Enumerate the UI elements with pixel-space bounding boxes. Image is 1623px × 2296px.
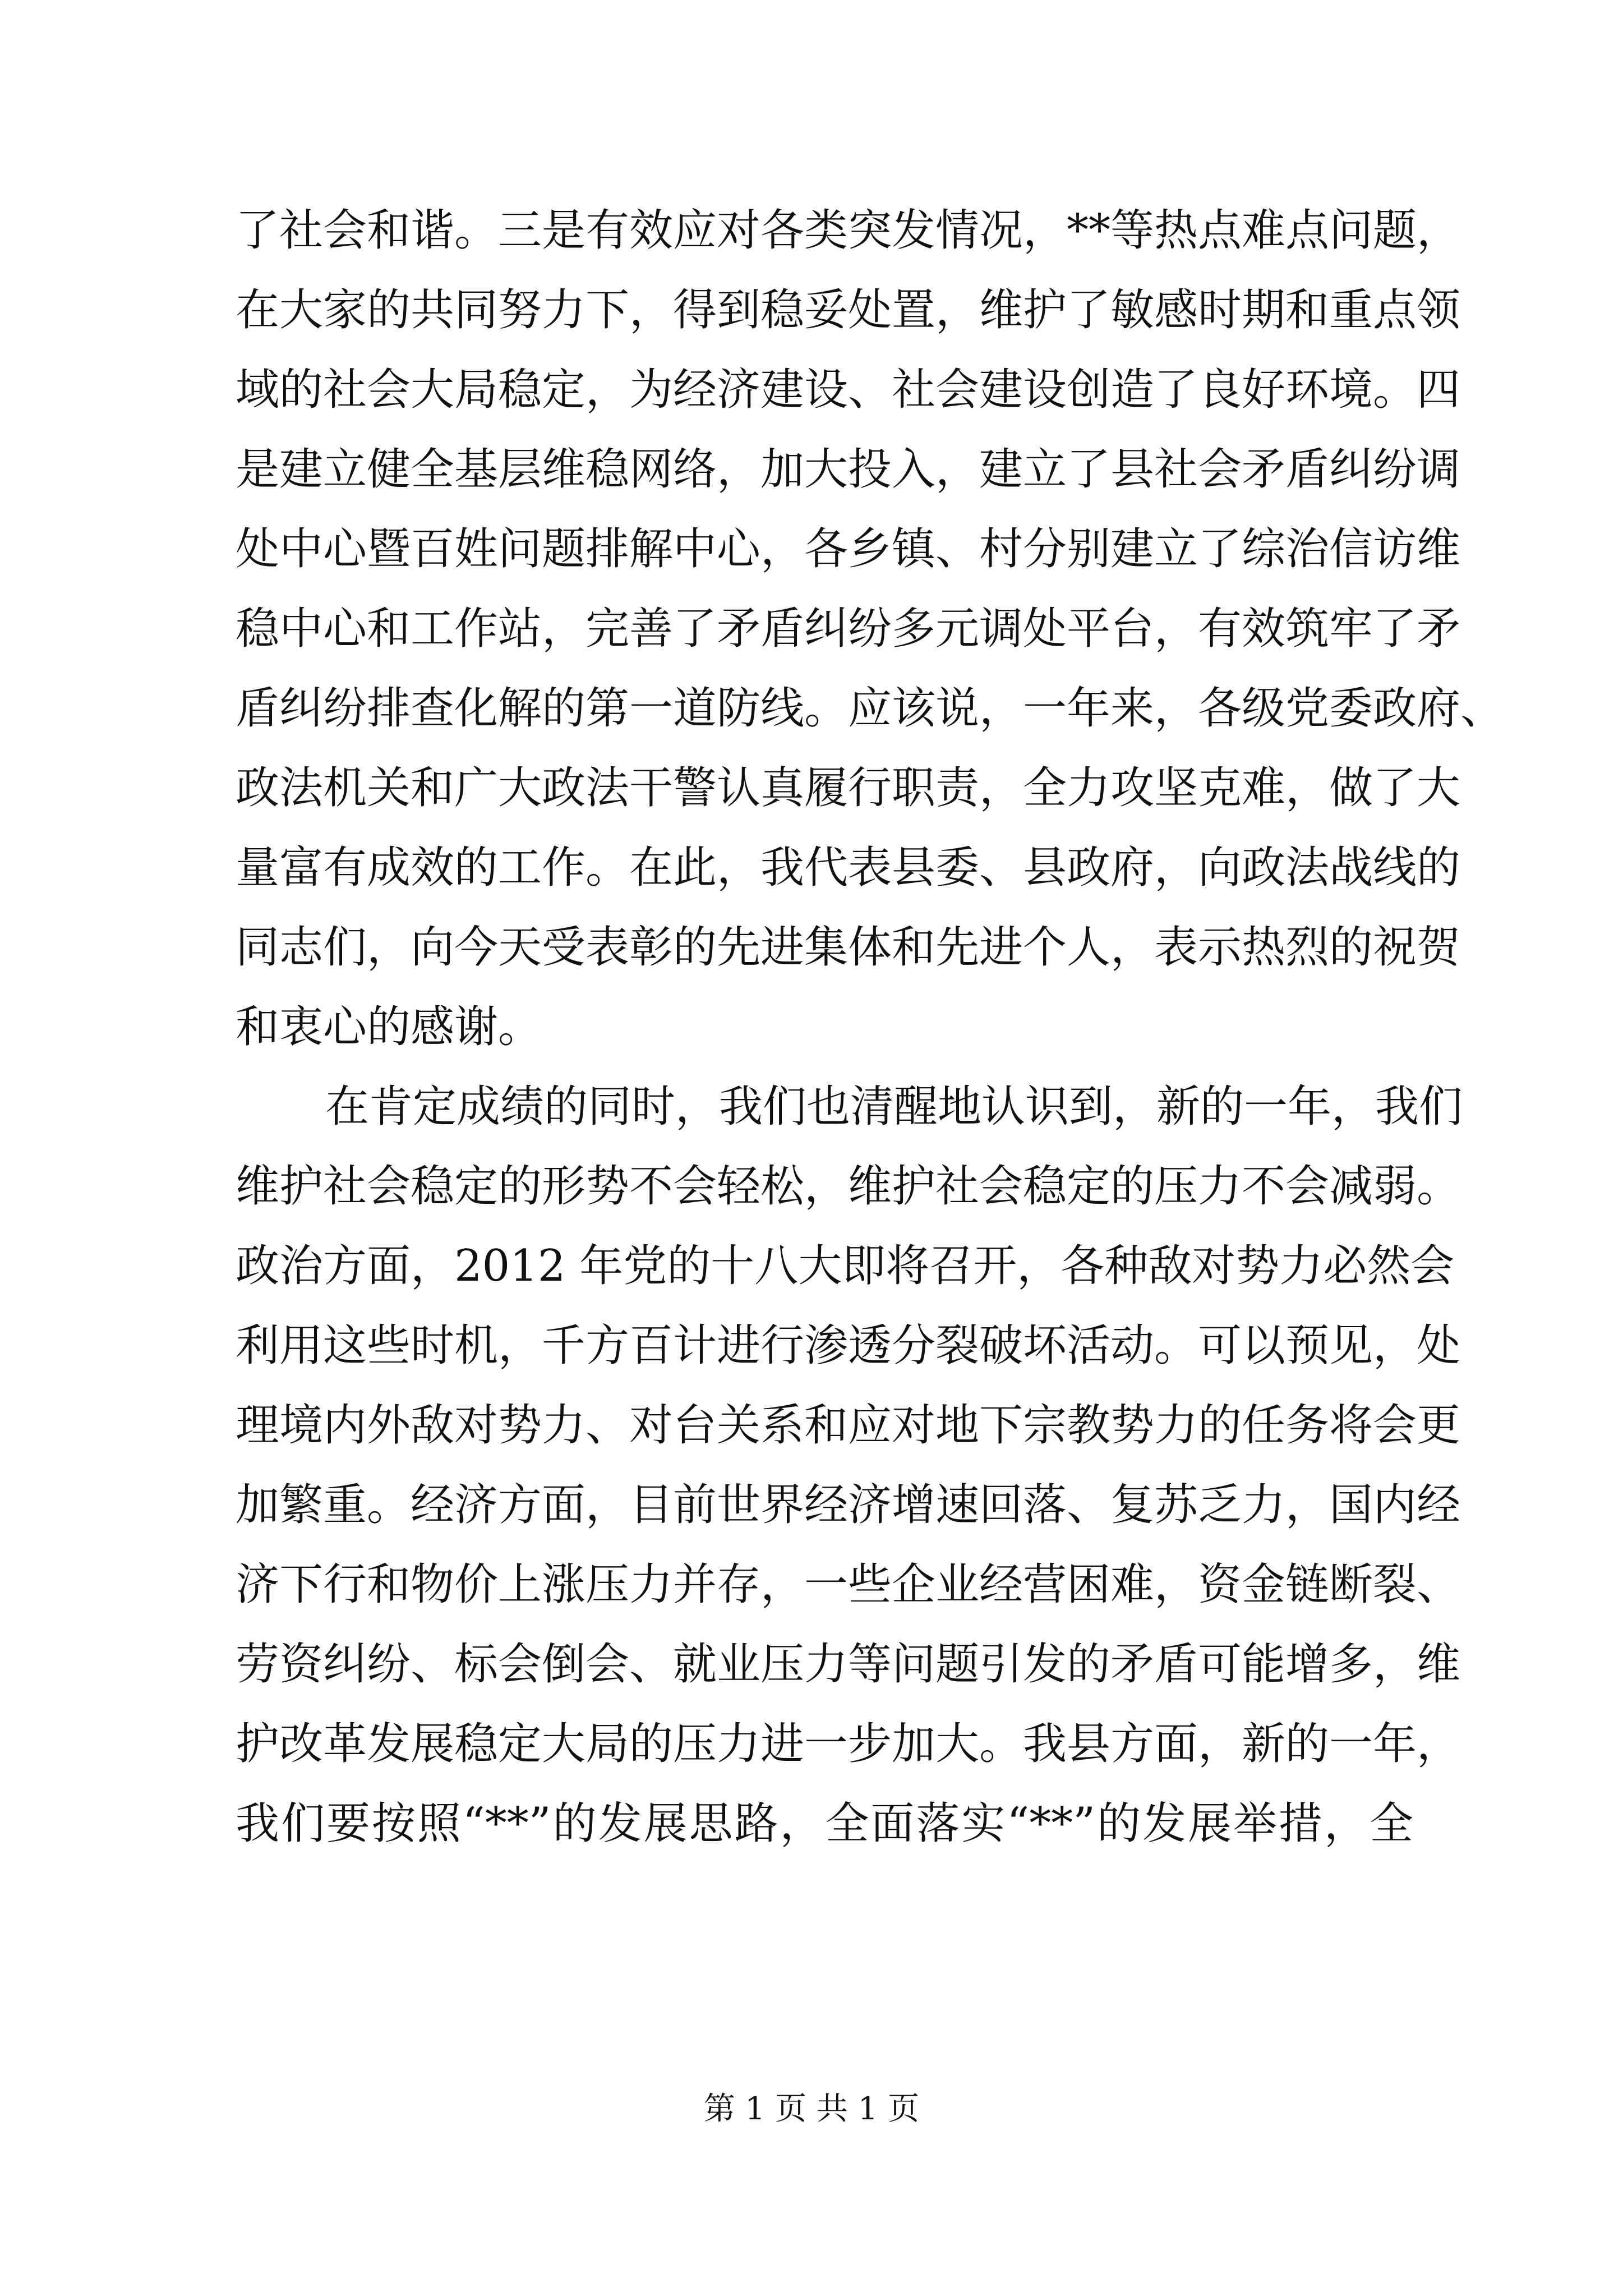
paragraph-line: 盾纠纷排查化解的第一道防线。应该说，一年来，各级党委政府、 — [236, 683, 1505, 734]
page-number-footer: 第 1 页 共 1 页 — [703, 2091, 920, 2127]
paragraph-line: 了社会和谐。三是有效应对各类突发情况，**等热点难点问题， — [236, 205, 1461, 256]
paragraph-line: 处中心暨百姓问题排解中心，各乡镇、村分别建立了综治信访维 — [236, 524, 1461, 574]
paragraph-line: 政法机关和广大政法干警认真履行职责，全力攻坚克难，做了大 — [236, 763, 1461, 813]
paragraph-line: 济下行和物价上涨压力并存，一些企业经营困难，资金链断裂、 — [236, 1559, 1461, 1610]
paragraph-line: 维护社会稳定的形势不会轻松，维护社会稳定的压力不会减弱。 — [236, 1161, 1461, 1212]
paragraph-line: 护改革发展稳定大局的压力进一步加大。我县方面，新的一年， — [236, 1719, 1461, 1769]
paragraph-line: 在肯定成绩的同时，我们也清醒地认识到，新的一年，我们 — [325, 1082, 1463, 1132]
paragraph-line: 量富有成效的工作。在此，我代表县委、县政府，向政法战线的 — [236, 843, 1461, 893]
paragraph-line: 同志们，向今天受表彰的先进集体和先进个人，表示热烈的祝贺 — [236, 922, 1461, 973]
paragraph-line: 域的社会大局稳定，为经济建设、社会建设创造了良好环境。四 — [236, 365, 1461, 415]
paragraph-line: 理境内外敌对势力、对台关系和应对地下宗教势力的任务将会更 — [236, 1400, 1461, 1451]
paragraph-line: 利用这些时机，千方百计进行渗透分裂破坏活动。可以预见，处 — [236, 1320, 1461, 1371]
paragraph-2 — [236, 1067, 1463, 1864]
paragraph-1 — [236, 191, 1505, 1067]
paragraph-line: 加繁重。经济方面，目前世界经济增速回落、复苏乏力，国内经 — [236, 1480, 1461, 1530]
paragraph-line: 在大家的共同努力下，得到稳妥处置，维护了敏感时期和重点领 — [236, 285, 1461, 335]
paragraph-line: 是建立健全基层维稳网络，加大投入，建立了县社会矛盾纠纷调 — [236, 444, 1461, 495]
document-body — [236, 191, 1505, 1864]
paragraph-line: 劳资纠纷、标会倒会、就业压力等问题引发的矛盾可能增多，维 — [236, 1639, 1461, 1690]
paragraph-line: 政治方面，2012 年党的十八大即将召开，各种敌对势力必然会 — [236, 1241, 1455, 1291]
paragraph-line: 我们要按照“**”的发展思路，全面落实“**”的发展举措，全 — [236, 1798, 1413, 1849]
paragraph-line: 和衷心的感谢。 — [236, 1002, 542, 1052]
paragraph-line: 稳中心和工作站，完善了矛盾纠纷多元调处平台，有效筑牢了矛 — [236, 604, 1461, 654]
